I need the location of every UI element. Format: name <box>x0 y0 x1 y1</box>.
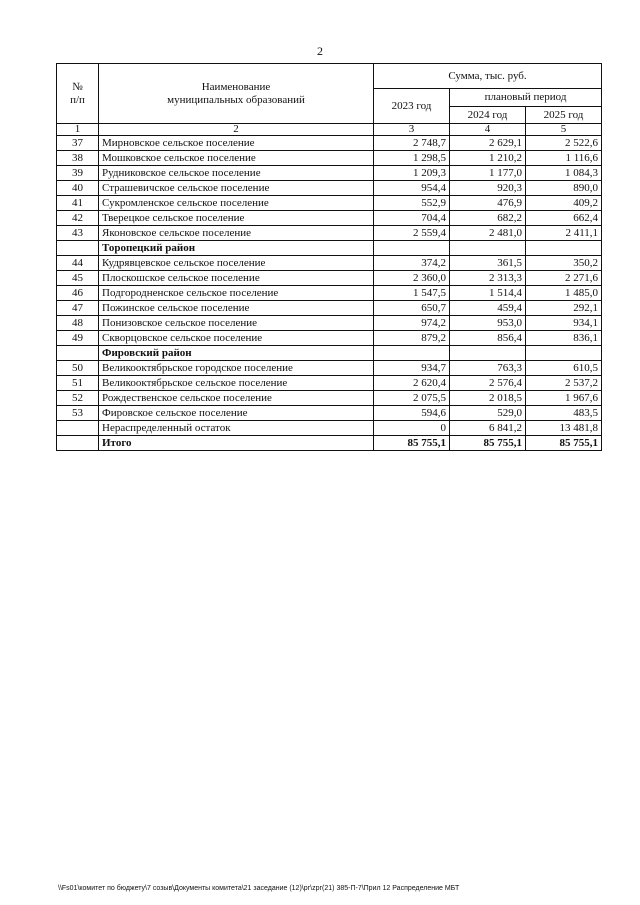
row-number <box>57 436 99 451</box>
value-2023: 2 620,4 <box>374 376 450 391</box>
value-2025: 1 485,0 <box>526 286 602 301</box>
table-row <box>57 406 602 421</box>
municipality-name: Мирновское сельское поселение <box>99 136 374 151</box>
value-2025: 610,5 <box>526 361 602 376</box>
table-row <box>57 226 602 241</box>
value-2024: 1 210,2 <box>450 151 526 166</box>
row-number: 51 <box>57 376 99 391</box>
municipality-name: Фировский район <box>99 346 374 361</box>
municipality-name: Итого <box>99 436 374 451</box>
table-row <box>57 271 602 286</box>
value-2023: 934,7 <box>374 361 450 376</box>
header-year-2023: 2023 год <box>374 89 450 124</box>
table-row <box>57 391 602 406</box>
table-row <box>57 421 602 436</box>
row-number <box>57 421 99 436</box>
table-row <box>57 256 602 271</box>
value-2025: 1 116,6 <box>526 151 602 166</box>
value-2025: 2 522,6 <box>526 136 602 151</box>
municipality-name: Подгородненское сельское поселение <box>99 286 374 301</box>
value-2023: 2 360,0 <box>374 271 450 286</box>
header-planning-period: плановый период <box>450 89 602 107</box>
table-row <box>57 361 602 376</box>
value-2025: 2 271,6 <box>526 271 602 286</box>
value-2024: 529,0 <box>450 406 526 421</box>
value-2025: 1 084,3 <box>526 166 602 181</box>
value-2024: 920,3 <box>450 181 526 196</box>
value-2025: 2 537,2 <box>526 376 602 391</box>
page-number: 2 <box>317 44 323 58</box>
value-2024: 6 841,2 <box>450 421 526 436</box>
municipality-name: Фировское сельское поселение <box>99 406 374 421</box>
table-row <box>57 301 602 316</box>
value-2023: 2 075,5 <box>374 391 450 406</box>
row-number: 39 <box>57 166 99 181</box>
column-number: 1 <box>57 124 99 136</box>
row-number: 43 <box>57 226 99 241</box>
value-2025: 662,4 <box>526 211 602 226</box>
value-2024: 2 576,4 <box>450 376 526 391</box>
value-2025: 409,2 <box>526 196 602 211</box>
municipality-name: Тверецкое сельское поселение <box>99 211 374 226</box>
row-number <box>57 346 99 361</box>
value-2025: 934,1 <box>526 316 602 331</box>
municipality-name: Страшевичское сельское поселение <box>99 181 374 196</box>
value-2024: 2 313,3 <box>450 271 526 286</box>
header-col-no: № п/п <box>57 64 99 124</box>
row-number: 41 <box>57 196 99 211</box>
value-2024: 682,2 <box>450 211 526 226</box>
row-number: 40 <box>57 181 99 196</box>
row-number: 38 <box>57 151 99 166</box>
value-2025: 1 967,6 <box>526 391 602 406</box>
value-2023: 650,7 <box>374 301 450 316</box>
footer-file-path: \\Fs01\комитет по бюджету\7 созыв\Документы комитета\21 заседание (12)\рг\zрг(21) 385-П-7\Прил 12 Распределение МБТ <box>58 885 460 892</box>
value-2023: 2 559,4 <box>374 226 450 241</box>
column-number: 5 <box>526 124 602 136</box>
value-2024: 856,4 <box>450 331 526 346</box>
value-2024: 459,4 <box>450 301 526 316</box>
value-2023: 704,4 <box>374 211 450 226</box>
value-2023: 1 298,5 <box>374 151 450 166</box>
district-row <box>57 241 602 256</box>
value-2023: 2 748,7 <box>374 136 450 151</box>
value-2024: 953,0 <box>450 316 526 331</box>
value-2024 <box>450 346 526 361</box>
row-number: 44 <box>57 256 99 271</box>
municipality-name: Торопецкий район <box>99 241 374 256</box>
row-number <box>57 241 99 256</box>
header-col-name: Наименование муниципальных образований <box>99 64 374 124</box>
value-2023: 1 547,5 <box>374 286 450 301</box>
value-2024: 2 018,5 <box>450 391 526 406</box>
header-year-2024: 2024 год <box>450 107 526 124</box>
value-2023: 954,4 <box>374 181 450 196</box>
row-number: 48 <box>57 316 99 331</box>
municipality-name: Плоскошское сельское поселение <box>99 271 374 286</box>
municipality-name: Кудрявцевское сельское поселение <box>99 256 374 271</box>
municipality-name: Скворцовское сельское поселение <box>99 331 374 346</box>
table-row <box>57 286 602 301</box>
municipality-name: Яконовское сельское поселение <box>99 226 374 241</box>
value-2023: 1 209,3 <box>374 166 450 181</box>
row-number: 53 <box>57 406 99 421</box>
value-2025: 2 411,1 <box>526 226 602 241</box>
header-year-2025: 2025 год <box>526 107 602 124</box>
value-2025: 13 481,8 <box>526 421 602 436</box>
value-2024: 1 177,0 <box>450 166 526 181</box>
municipality-name: Великооктябрьское сельское поселение <box>99 376 374 391</box>
value-2023: 594,6 <box>374 406 450 421</box>
column-numbers-row <box>57 124 602 136</box>
total-row <box>57 436 602 451</box>
value-2024: 2 629,1 <box>450 136 526 151</box>
municipality-name: Рождественское сельское поселение <box>99 391 374 406</box>
municipality-name: Понизовское сельское поселение <box>99 316 374 331</box>
value-2024: 361,5 <box>450 256 526 271</box>
municipality-name: Нераспределенный остаток <box>99 421 374 436</box>
value-2023: 374,2 <box>374 256 450 271</box>
table-row <box>57 316 602 331</box>
row-number: 50 <box>57 361 99 376</box>
table-row <box>57 376 602 391</box>
value-2025: 483,5 <box>526 406 602 421</box>
table-row <box>57 331 602 346</box>
value-2025: 350,2 <box>526 256 602 271</box>
table-row <box>57 136 602 151</box>
value-2023: 879,2 <box>374 331 450 346</box>
district-row <box>57 346 602 361</box>
row-number: 42 <box>57 211 99 226</box>
value-2024 <box>450 241 526 256</box>
row-number: 52 <box>57 391 99 406</box>
row-number: 45 <box>57 271 99 286</box>
column-number: 3 <box>374 124 450 136</box>
value-2023: 974,2 <box>374 316 450 331</box>
table-row <box>57 151 602 166</box>
municipality-name: Великооктябрьское городское поселение <box>99 361 374 376</box>
value-2025: 890,0 <box>526 181 602 196</box>
table-row <box>57 196 602 211</box>
value-2025: 836,1 <box>526 331 602 346</box>
value-2024: 1 514,4 <box>450 286 526 301</box>
value-2024: 85 755,1 <box>450 436 526 451</box>
row-number: 49 <box>57 331 99 346</box>
row-number: 47 <box>57 301 99 316</box>
value-2025 <box>526 346 602 361</box>
value-2024: 763,3 <box>450 361 526 376</box>
value-2023: 85 755,1 <box>374 436 450 451</box>
value-2024: 2 481,0 <box>450 226 526 241</box>
value-2023: 552,9 <box>374 196 450 211</box>
municipality-name: Пожинское сельское поселение <box>99 301 374 316</box>
value-2025 <box>526 241 602 256</box>
table-row <box>57 211 602 226</box>
value-2023 <box>374 241 450 256</box>
value-2023 <box>374 346 450 361</box>
value-2023: 0 <box>374 421 450 436</box>
column-number: 2 <box>99 124 374 136</box>
row-number: 37 <box>57 136 99 151</box>
column-number: 4 <box>450 124 526 136</box>
value-2025: 292,1 <box>526 301 602 316</box>
municipality-name: Рудниковское сельское поселение <box>99 166 374 181</box>
value-2025: 85 755,1 <box>526 436 602 451</box>
budget-distribution-table <box>56 63 602 451</box>
table-row <box>57 181 602 196</box>
table-body <box>57 136 602 451</box>
table-row <box>57 166 602 181</box>
row-number: 46 <box>57 286 99 301</box>
municipality-name: Сукромленское сельское поселение <box>99 196 374 211</box>
header-sum-title: Сумма, тыс. руб. <box>374 64 602 89</box>
municipality-name: Мошковское сельское поселение <box>99 151 374 166</box>
value-2024: 476,9 <box>450 196 526 211</box>
